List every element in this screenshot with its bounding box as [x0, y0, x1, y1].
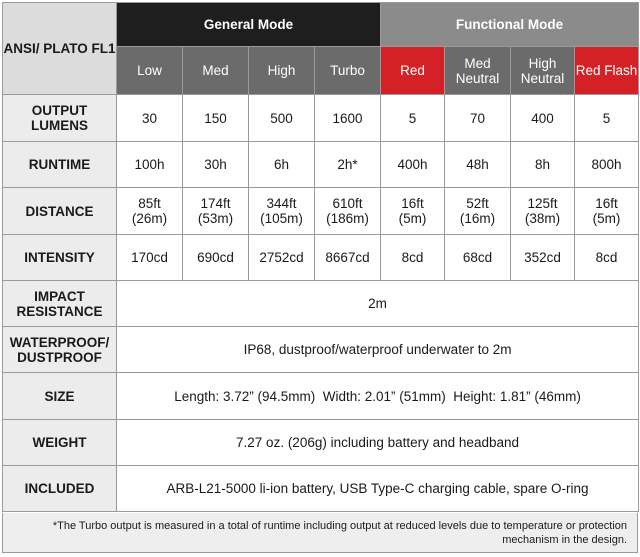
output-turbo: 1600 — [315, 95, 381, 142]
corner-label: ANSI/ PLATO FL1 — [3, 3, 117, 95]
footnote — [2, 513, 638, 553]
row-intensity — [3, 235, 639, 281]
output-red: 5 — [381, 95, 445, 142]
distance-ft: 52ft — [466, 196, 489, 211]
runtime-med: 30h — [183, 142, 249, 188]
row-label-runtime: RUNTIME — [3, 142, 117, 188]
distance-ft: 610ft — [332, 196, 363, 211]
runtime-turbo: 2h* — [315, 142, 381, 188]
row-runtime — [3, 142, 639, 188]
distance-ft: 125ft — [527, 196, 558, 211]
distance-m: (105m) — [260, 211, 303, 226]
distance-low — [117, 188, 183, 235]
row-label-waterproof: WATERPROOF/ DUSTPROOF — [3, 327, 117, 373]
functional-mode-header: Functional Mode — [381, 3, 639, 47]
mode-high-neutral: High Neutral — [511, 47, 575, 95]
row-label-distance: DISTANCE — [3, 188, 117, 235]
distance-ft: 16ft — [401, 196, 424, 211]
output-med-neutral: 70 — [445, 95, 511, 142]
waterproof-value: IP68, dustproof/waterproof underwater to 2m — [117, 327, 639, 373]
row-label-weight: WEIGHT — [3, 420, 117, 466]
row-size — [3, 373, 639, 420]
row-label-intensity: INTENSITY — [3, 235, 117, 281]
distance-ft: 85ft — [138, 196, 161, 211]
distance-m: (53m) — [197, 211, 234, 226]
row-included — [3, 466, 639, 512]
distance-m: (5m) — [592, 211, 621, 226]
footnote-text: *The Turbo output is measured in a total of runtime including output at reduced levels due to temperature or protection mechanism in the design. — [52, 519, 627, 546]
distance-red — [381, 188, 445, 235]
runtime-low: 100h — [117, 142, 183, 188]
runtime-red: 400h — [381, 142, 445, 188]
distance-ft: 16ft — [595, 196, 618, 211]
runtime-high-neutral: 8h — [511, 142, 575, 188]
row-label-impact: IMPACT RESISTANCE — [3, 281, 117, 327]
distance-m: (26m) — [131, 211, 168, 226]
distance-m: (16m) — [459, 211, 496, 226]
mode-red: Red — [381, 47, 445, 95]
intensity-med-neutral: 68cd — [445, 235, 511, 281]
intensity-turbo: 8667cd — [315, 235, 381, 281]
distance-med — [183, 188, 249, 235]
output-high-neutral: 400 — [511, 95, 575, 142]
distance-high — [249, 188, 315, 235]
spec-table — [2, 2, 639, 512]
row-weight — [3, 420, 639, 466]
distance-m: (38m) — [524, 211, 561, 226]
row-label-included: INCLUDED — [3, 466, 117, 512]
included-value: ARB-L21-5000 li-ion battery, USB Type-C charging cable, spare O-ring — [117, 466, 639, 512]
output-high: 500 — [249, 95, 315, 142]
distance-turbo — [315, 188, 381, 235]
distance-red-flash — [575, 188, 639, 235]
output-low: 30 — [117, 95, 183, 142]
distance-m: (5m) — [398, 211, 427, 226]
runtime-red-flash: 800h — [575, 142, 639, 188]
distance-ft: 174ft — [200, 196, 231, 211]
runtime-med-neutral: 48h — [445, 142, 511, 188]
output-red-flash: 5 — [575, 95, 639, 142]
intensity-high: 2752cd — [249, 235, 315, 281]
intensity-high-neutral: 352cd — [511, 235, 575, 281]
runtime-high: 6h — [249, 142, 315, 188]
intensity-red-flash: 8cd — [575, 235, 639, 281]
mode-low: Low — [117, 47, 183, 95]
weight-value: 7.27 oz. (206g) including battery and headband — [117, 420, 639, 466]
output-med: 150 — [183, 95, 249, 142]
mode-red-flash: Red Flash — [575, 47, 639, 95]
intensity-med: 690cd — [183, 235, 249, 281]
intensity-low: 170cd — [117, 235, 183, 281]
row-distance — [3, 188, 639, 235]
row-waterproof — [3, 327, 639, 373]
general-mode-header: General Mode — [117, 3, 381, 47]
distance-high-neutral — [511, 188, 575, 235]
row-label-output: OUTPUT LUMENS — [3, 95, 117, 142]
distance-ft: 344ft — [266, 196, 297, 211]
mode-high: High — [249, 47, 315, 95]
row-label-size: SIZE — [3, 373, 117, 420]
mode-turbo: Turbo — [315, 47, 381, 95]
intensity-red: 8cd — [381, 235, 445, 281]
size-value: Length: 3.72” (94.5mm) Width: 2.01” (51mm) Height: 1.81” (46mm) — [117, 373, 639, 420]
mode-med: Med — [183, 47, 249, 95]
mode-med-neutral: Med Neutral — [445, 47, 511, 95]
distance-med-neutral — [445, 188, 511, 235]
row-impact-resistance — [3, 281, 639, 327]
row-output-lumens — [3, 95, 639, 142]
distance-m: (186m) — [326, 211, 369, 226]
impact-value: 2m — [117, 281, 639, 327]
